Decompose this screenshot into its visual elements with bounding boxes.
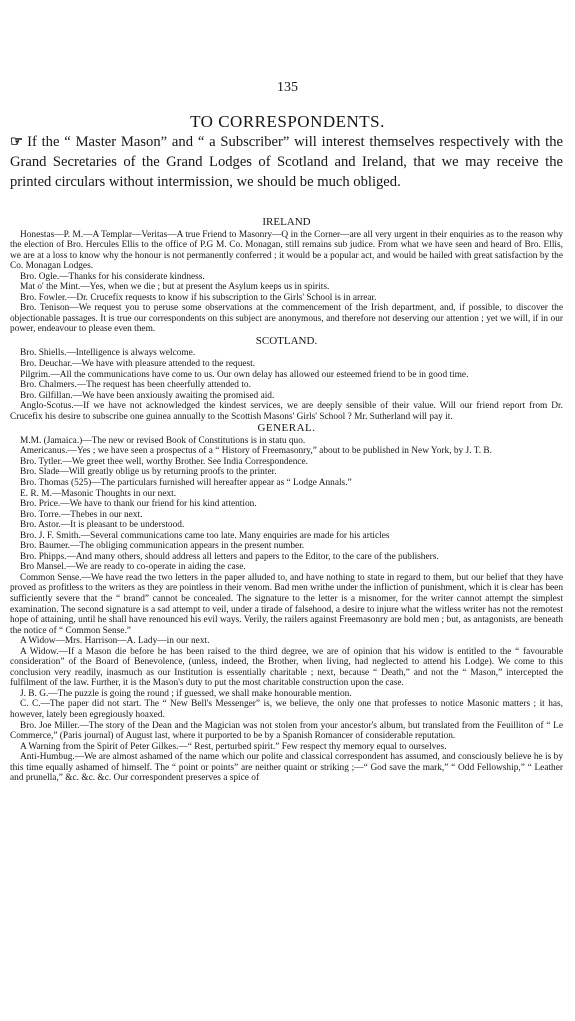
section-ireland (10, 216, 563, 335)
entry: Bro. Price.—We have to thank our friend for his kind attention. (20, 499, 257, 510)
entry: Bro. Deuchar.—We have with pleasure attended to the request. (20, 359, 256, 370)
correspondence-body (10, 216, 563, 784)
entry: Anglo-Scotus.—If we have not acknowledged the kindest services, we are deeply sensible of their value. Will our friend report from Dr. Crucefix his desire to subscribe one guinea annually to the Scottish Masons' Girls' School ? Mr. Sutherland will pay it. (10, 401, 563, 422)
entry: Mat o' the Mint.—Yes, when we die ; but at present the Asylum keeps us in spirits. (20, 282, 330, 293)
entry: A Warning from the Spirit of Peter Gilkes.—“ Rest, perturbed spirit.” Few respect thy memory equal to ourselves. (20, 741, 447, 752)
entry: Bro. Fowler.—Dr. Crucefix requests to know if his subscription to the Girls' School is in arrear. (20, 292, 377, 303)
entry: Anti-Humbug.—We are almost ashamed of the name which our polite and classical correspondent has assumed, and consciously believe he is by this time equally ashamed of himself. The “ point or points” are neither quaint or striking ;—“ God save the mark,” “ Odd Fellowship,” “ Leather and prunella,” &c. &c. &c. Our correspondent preserves a spice of (10, 752, 563, 784)
entry: Bro. Baumer.—The obliging communication appears in the present number. (20, 541, 305, 552)
entry: E. R. M.—Masonic Thoughts in our next. (20, 488, 177, 499)
entry: Bro. Thomas (525)—The particulars furnished will hereafter appear as “ Lodge Annals.” (20, 477, 352, 488)
entry: Bro. Torre.—Thebes in our next. (20, 509, 143, 520)
entry: J. B. G.—The puzzle is going the round ; if guessed, we shall make honourable mention. (20, 688, 352, 699)
entry: Bro. Phipps.—And many others, should address all letters and papers to the Editor, to the care of the publishers. (20, 551, 439, 562)
entry: Bro. Tytler.—We greet thee well, worthy Brother. See India Correspondence. (20, 456, 308, 467)
page-number: 135 (277, 80, 298, 95)
entry: Pilgrim.—All the communications have come to us. Our own delay has allowed our esteemed friend to be in good time. (20, 369, 469, 380)
entry: C. C.—The paper did not start. The “ New Bell's Messenger” is, we believe, the only one that professes to notice Masonic matters ; it has, however, lately been egregiously hoaxed. (10, 699, 563, 721)
entry: Bro. Chalmers.—The request has been cheerfully attended to. (20, 380, 251, 391)
intro-text: If the “ Master Mason” and “ a Subscriber” will interest themselves respectively with the Grand Secretaries of the Grand Lodges of Scotland and Ireland, that we may receive the printed circulars without intermission, we should be much obliged. (10, 134, 563, 190)
entry: A Widow—Mrs. Harrison—A. Lady—in our next. (20, 636, 210, 647)
section-scotland (10, 335, 563, 422)
entry: Bro. Gilfillan.—We have been anxiously awaiting the promised aid. (20, 390, 275, 401)
entry: Bro. J. F. Smith.—Several communications came too late. Many enquiries are made for his articles (20, 530, 390, 541)
intro-paragraph (10, 132, 563, 192)
section-heading: IRELAND (262, 216, 311, 228)
entry: Bro. Slade—Will greatly oblige us by returning proofs to the printer. (20, 467, 277, 478)
entry: A Widow.—If a Mason die before he has been raised to the third degree, we are of opinion that his widow is entitled to the “ favourable consideration” of the Board of Benevolence, (unless, indeed, the Brother, when living, had neglected to attend his Lodge). We come to this conclusion very readily, inasmuch as our Institution is essentially charitable ; next, because “ Death,” and not the “ Mason,” intercepted the fulfilment of the law. Further, it is the Mason's duty to put the most charitable construction upon the case. (10, 646, 563, 689)
entry: M.M. (Jamaica.)—The new or revised Book of Constitutions is in statu quo. (20, 435, 306, 446)
entry: Bro. Ogle.—Thanks for his considerate kindness. (20, 271, 205, 282)
entry: Bro. Joe Miller.—The story of the Dean and the Magician was not stolen from your ancestor's album, but translated from the Feuilliton of “ Le Commerce,” (Paris journal) of August last, where it purported to be by a Spanish Romancer of considerable reputation. (10, 720, 563, 742)
section-general (10, 422, 563, 784)
section-heading: SCOTLAND. (255, 334, 318, 347)
section-heading: GENERAL. (257, 422, 316, 435)
entry: Bro. Astor.—It is pleasant to be understood. (20, 520, 185, 531)
page-title: TO CORRESPONDENTS. (190, 112, 385, 131)
entry: Bro. Shiells.—Intelligence is always welcome. (20, 348, 196, 359)
entry: Common Sense.—We have read the two letters in the paper alluded to, and have nothing to state in regard to them, but our belief that they have proved as profitless to the writers as they are pointless in their venom. Bad men writhe under the infliction of punishment, which it is clear has been sufficiently severe that the “ brand” cannot be concealed. The signature to the letter is a misnomer, for the writer cannot attempt the simplest examination. The second signature is a sad attempt to veil, under a tirade of falsehood, a desire to injure what the witless writer has not the remotest hope of attaining, until he shall have renounced his evil ways. Verily, the railers against Freemasonry are bold men ; but, as antagonists, are beneath the notice of “ Common Sense.” (10, 572, 563, 636)
entry: Honestas—P. M.—A Templar—Veritas—A true Friend to Masonry—Q in the Corner—are all very urgent in their enquiries as to the reason why the election of Bro. Hercules Ellis to the office of P.G M. Co. Monagan, still remains sub judice. From what we have seen and heard of Bro. Ellis, we are at a loss to know why the honour is not permanently conferred ; it would be a popular act, and would be hailed with great satisfaction by the Co. Monagan Lodges. (10, 229, 563, 272)
entry: Bro Mansel.—We are ready to co-operate in aiding the case. (20, 562, 246, 573)
entry: Bro. Tenison—We request you to peruse some observations at the commencement of the Irish department, and, if possible, to discover the objectionable passages. It is true our correspondents on this subject are anonymous, and therefore not deserving our attention ; yet we will, if in our power, endeavour to please even them. (10, 303, 563, 335)
entry: Americanus.—Yes ; we have seen a prospectus of a “ History of Freemasonry,” about to be published in New York, by J. T. B. (20, 446, 492, 457)
pointing-hand-icon: ☞ (10, 134, 24, 150)
